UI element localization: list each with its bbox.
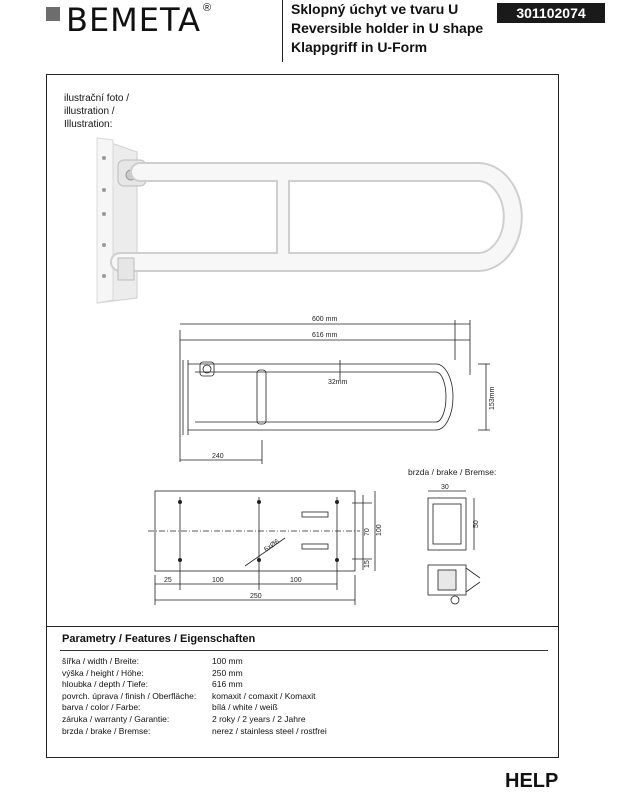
param-label: výška / height / Höhe: (62, 667, 144, 678)
top-view-drawing (180, 320, 490, 464)
parameters-title: Parametry / Features / Eigenschaften (62, 633, 256, 645)
param-label: povrch. úprava / finish / Oberfläche: (62, 690, 197, 701)
param-label: hloubka / depth / Tiefe: (62, 679, 149, 690)
param-value: bílá / white / weiß (212, 702, 278, 713)
param-value: 100 mm (212, 656, 243, 666)
dim-32: 32mm (328, 379, 348, 386)
param-row (62, 726, 327, 738)
param-value: 250 mm (212, 667, 243, 678)
product-illustration (97, 138, 513, 303)
product-code: 301102074 (497, 3, 605, 23)
param-label: šířka / width / Breite: (62, 656, 139, 666)
dim-616: 616 mm (312, 332, 338, 339)
dim-100b: 100 (290, 577, 302, 584)
title-cz: Sklopný úchyt ve tvaru U (291, 1, 459, 17)
title-de: Klappgriff in U-Form (291, 39, 428, 55)
parameters-divider (60, 650, 548, 651)
brand-name: BEMETA (66, 1, 201, 39)
dim-600: 600 mm (312, 316, 338, 323)
brake-dim-width: 30 (441, 484, 449, 491)
dim-70: 70 (364, 528, 371, 536)
dim-250: 250 (250, 593, 262, 600)
dim-25: 25 (164, 577, 172, 584)
dim-100a: 100 (212, 577, 224, 584)
title-en: Reversible holder in U shape (291, 20, 484, 36)
holes-label: 6xØ6 (263, 538, 281, 554)
dim-153: 153mm (489, 386, 496, 410)
param-row (62, 679, 327, 691)
param-label: záruka / warranty / Garantie: (62, 713, 170, 724)
illus-label-de: Illustration: (64, 119, 113, 130)
param-row (62, 702, 327, 714)
param-row (62, 691, 327, 703)
parameters-table (62, 656, 327, 737)
dim-15: 15 (364, 560, 371, 568)
registered-mark: ® (202, 2, 212, 14)
param-row (62, 714, 327, 726)
dim-100-vertical: 100 (376, 524, 383, 536)
help-label: HELP (505, 770, 559, 792)
param-row (62, 656, 327, 668)
param-value: komaxit / comaxit / Komaxit (212, 690, 316, 701)
param-value: nerez / stainless steel / rostfrei (212, 725, 327, 736)
brake-label: brzda / brake / Bremse: (408, 467, 497, 477)
illus-label-cz: ilustrační foto / (64, 93, 130, 104)
brake-drawing (428, 491, 480, 604)
param-value: 616 mm (212, 679, 243, 690)
illus-label-en: illustration / (64, 106, 115, 117)
wall-plate-drawing (148, 491, 375, 605)
dim-240: 240 (212, 453, 224, 460)
brake-dim-height: 50 (473, 520, 480, 528)
param-row (62, 668, 327, 680)
param-value: 2 roky / 2 years / 2 Jahre (212, 713, 306, 724)
param-label: brzda / brake / Bremse: (62, 725, 151, 736)
param-label: barva / color / Farbe: (62, 702, 141, 713)
